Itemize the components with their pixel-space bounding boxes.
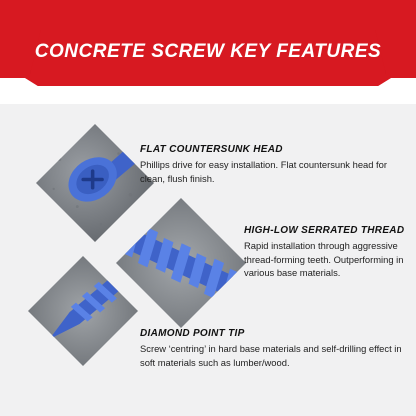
feature-description: Screw ‘centring’ in hard base materials and self-drilling effect in soft materials such as lumber/wood.	[140, 343, 402, 368]
feature-diamond-point-tip	[140, 328, 412, 369]
feature-title: FLAT COUNTERSUNK HEAD	[140, 144, 283, 155]
feature-title: HIGH-LOW SERRATED THREAD	[244, 225, 405, 236]
feature-title: DIAMOND POINT TIP	[140, 328, 245, 339]
feature-description: Rapid installation through aggressive thread-forming teeth. Outperforming in various base materials.	[244, 240, 404, 278]
feature-description: Phillips drive for easy installation. Flat countersunk head for clean, flush finish.	[140, 159, 388, 184]
feature-flat-countersunk-head	[140, 144, 410, 185]
page-title: CONCRETE SCREW KEY FEATURES	[34, 41, 382, 62]
feature-high-low-serrated-thread	[244, 225, 412, 280]
